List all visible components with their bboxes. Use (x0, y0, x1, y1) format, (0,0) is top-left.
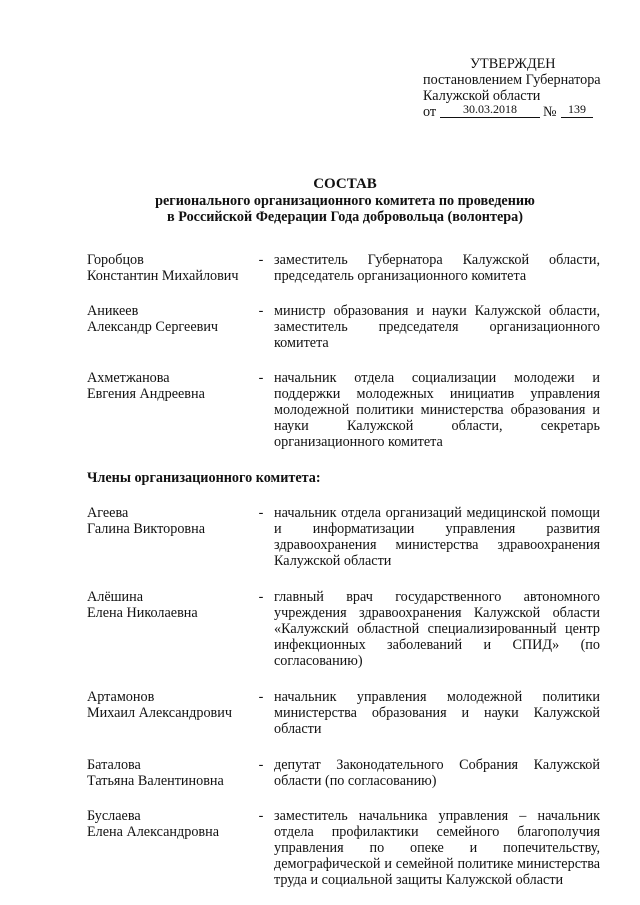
separator-dash: - (258, 589, 264, 605)
number-label: № (543, 104, 557, 120)
title-line-2: в Российской Федерации Года добровольца (волонтера) (167, 209, 523, 225)
title-main: СОСТАВ (313, 176, 377, 192)
separator-dash: - (258, 505, 264, 521)
members-heading: Члены организационного комитета: (87, 470, 321, 486)
approval-stamp (423, 56, 623, 124)
title-line-1: регионального организационного комитета по проведению (155, 193, 535, 209)
person-name (87, 589, 252, 669)
person-role: депутат Законодательного Собрания Калужской области (по согласованию) (274, 757, 600, 789)
list-item (87, 757, 607, 789)
person-name (87, 252, 252, 284)
separator-dash: - (258, 303, 264, 319)
person-given-names: Галина Викторовна (87, 521, 206, 537)
person-surname: Агеева (87, 505, 129, 521)
approval-number: 139 (561, 102, 593, 118)
person-role: начальник отдела организаций медицинской помощи и информатизации управления развития здравоохранения министерства здравоохранения Калужской области (274, 505, 600, 569)
document-title (80, 176, 610, 225)
person-name (87, 370, 252, 450)
person-role: главный врач государственного автономного учреждения здравоохранения Калужской области «Калужский областной специализированный центр инфекционных заболеваний и СПИД» (по согласованию) (274, 589, 600, 669)
person-role: министр образования и науки Калужской области, заместитель председателя организационного комитета (274, 303, 600, 351)
approval-line-1: постановлением Губернатора (423, 72, 601, 88)
person-given-names: Михаил Александрович (87, 705, 232, 721)
person-given-names: Александр Сергеевич (87, 319, 219, 335)
separator-dash: - (258, 370, 264, 386)
person-name (87, 303, 252, 351)
list-item (87, 589, 607, 669)
person-name (87, 757, 252, 789)
person-surname: Ахметжанова (87, 370, 170, 386)
list-item (87, 505, 607, 569)
committee-list (87, 252, 607, 888)
person-given-names: Евгения Андреевна (87, 386, 205, 402)
person-given-names: Константин Михайлович (87, 268, 239, 284)
person-surname: Горобцов (87, 252, 144, 268)
list-item (87, 370, 607, 450)
person-surname: Аникеев (87, 303, 139, 319)
person-name (87, 689, 252, 737)
person-role: заместитель Губернатора Калужской области, председатель организационного комитета (274, 252, 600, 284)
list-item (87, 808, 607, 888)
person-name (87, 505, 252, 569)
approval-date: 30.03.2018 (440, 102, 540, 118)
person-surname: Баталова (87, 757, 141, 773)
person-name (87, 808, 252, 888)
list-item (87, 252, 607, 284)
person-role: начальник отдела социализации молодежи и поддержки молодежных инициатив управления молодежной политики министерства образования и науки Калужской области, секретарь организационного комитета (274, 370, 600, 450)
list-item (87, 303, 607, 351)
separator-dash: - (258, 808, 264, 824)
person-surname: Буслаева (87, 808, 141, 824)
person-given-names: Елена Александровна (87, 824, 219, 840)
approval-line-2: Калужской области (423, 88, 541, 104)
separator-dash: - (258, 252, 264, 268)
approval-heading: УТВЕРЖДЕН (470, 56, 556, 72)
person-role: заместитель начальника управления – начальник отдела профилактики семейного благополучия управления по опеке и попечительству, демографической и семейной политике министерства труда и социальной защиты Калужской области (274, 808, 600, 888)
separator-dash: - (258, 689, 264, 705)
person-surname: Алёшина (87, 589, 144, 605)
approval-date-row (423, 104, 623, 124)
separator-dash: - (258, 757, 264, 773)
person-given-names: Татьяна Валентиновна (87, 773, 224, 789)
person-given-names: Елена Николаевна (87, 605, 198, 621)
person-role: начальник управления молодежной политики министерства образования и науки Калужской области (274, 689, 600, 737)
person-surname: Артамонов (87, 689, 155, 705)
list-item (87, 689, 607, 737)
date-from-label: от (423, 104, 437, 120)
